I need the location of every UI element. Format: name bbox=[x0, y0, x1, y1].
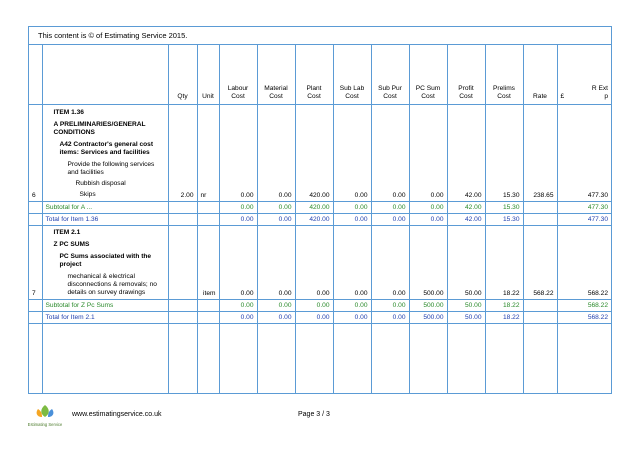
total-row bbox=[29, 214, 611, 226]
section-title: Z PC SUMS bbox=[53, 241, 90, 248]
estimate-table bbox=[29, 45, 611, 394]
cell-material: 0.00 bbox=[257, 214, 295, 226]
cell-subpur: 0.00 bbox=[371, 226, 409, 300]
copyright-notice: This content is © of Estimating Service 2015. bbox=[29, 27, 611, 45]
cell-sublab: 0.00 bbox=[333, 214, 371, 226]
header-pcsum: PC Sum Cost bbox=[409, 45, 447, 105]
subsection-title: PC Sums associated with the project bbox=[59, 253, 152, 268]
cell-rext: 477.30 bbox=[557, 105, 611, 202]
section-title: A PRELIMINARIES/GENERAL CONDITIONS bbox=[53, 121, 146, 136]
cell-profit: 42.00 bbox=[447, 105, 485, 202]
subtotal-row bbox=[29, 300, 611, 312]
header-profit: Profit Cost bbox=[447, 45, 485, 105]
header-prelims: Prelims Cost bbox=[485, 45, 523, 105]
cell-material: 0.00 bbox=[257, 226, 295, 300]
cell-subpur: 0.00 bbox=[371, 105, 409, 202]
cell-plant: 0.00 bbox=[295, 226, 333, 300]
item-line: mechanical & electrical disconnections & removals; no details on survey drawings bbox=[67, 273, 157, 296]
item-title: ITEM 2.1 bbox=[53, 229, 81, 236]
item-line: Skips bbox=[79, 191, 96, 198]
total-row bbox=[29, 312, 611, 324]
header-material: Material Cost bbox=[257, 45, 295, 105]
cell-subpur: 0.00 bbox=[371, 202, 409, 214]
cell-material: 0.00 bbox=[257, 300, 295, 312]
page-number: Page 3 / 3 bbox=[298, 411, 330, 418]
estimate-sheet bbox=[28, 26, 612, 394]
cell-material: 0.00 bbox=[257, 105, 295, 202]
cell-prelims: 15.30 bbox=[485, 202, 523, 214]
cell-plant: 420.00 bbox=[295, 105, 333, 202]
item-description bbox=[42, 226, 168, 300]
cell-plant: 420.00 bbox=[295, 214, 333, 226]
cell-labour: 0.00 bbox=[219, 300, 257, 312]
cell-labour: 0.00 bbox=[219, 312, 257, 324]
estimating-service-logo bbox=[28, 402, 62, 430]
cell-sublab: 0.00 bbox=[333, 226, 371, 300]
cell-profit: 50.00 bbox=[447, 226, 485, 300]
cell-labour: 0.00 bbox=[219, 214, 257, 226]
cell-pcsum: 500.00 bbox=[409, 226, 447, 300]
description-line: Provide the following services and facilities bbox=[67, 161, 155, 176]
item2-row bbox=[29, 226, 611, 300]
item-title: ITEM 1.36 bbox=[53, 109, 84, 116]
subtotal-row bbox=[29, 202, 611, 214]
total-label: Total for Item 1.36 bbox=[42, 214, 168, 226]
cell-pcsum: 0.00 bbox=[409, 105, 447, 202]
header-unit: Unit bbox=[197, 45, 219, 105]
header-qty: Qty bbox=[168, 45, 197, 105]
cell-prelims: 18.22 bbox=[485, 312, 523, 324]
subtotal-label: Subtotal for A ... bbox=[42, 202, 168, 214]
cell-subpur: 0.00 bbox=[371, 300, 409, 312]
cell-prelims: 18.22 bbox=[485, 226, 523, 300]
header-rext: R Ext £ p bbox=[557, 45, 611, 105]
header-rate: Rate bbox=[523, 45, 557, 105]
cell-material: 0.00 bbox=[257, 202, 295, 214]
cell-rext: 477.30 bbox=[557, 202, 611, 214]
item-description bbox=[42, 105, 168, 202]
item-number: 7 bbox=[32, 290, 36, 297]
cell-qty bbox=[168, 226, 197, 300]
subtotal-label: Subtotal for Z Pc Sums bbox=[42, 300, 168, 312]
header-labour: Labour Cost bbox=[219, 45, 257, 105]
cell-rext: 477.30 bbox=[557, 214, 611, 226]
item-number: 6 bbox=[32, 192, 36, 199]
cell-profit: 42.00 bbox=[447, 214, 485, 226]
cell-plant: 0.00 bbox=[295, 300, 333, 312]
header-subpur: Sub Pur Cost bbox=[371, 45, 409, 105]
cell-rext: 568.22 bbox=[557, 226, 611, 300]
cell-pcsum: 0.00 bbox=[409, 214, 447, 226]
cell-pcsum: 500.00 bbox=[409, 312, 447, 324]
cell-sublab: 0.00 bbox=[333, 300, 371, 312]
cell-prelims: 15.30 bbox=[485, 105, 523, 202]
header-row bbox=[29, 45, 611, 105]
cell-subpur: 0.00 bbox=[371, 214, 409, 226]
cell-unit: item bbox=[197, 226, 219, 300]
cell-qty: 2.00 bbox=[168, 105, 197, 202]
cell-labour: 0.00 bbox=[219, 226, 257, 300]
cell-profit: 50.00 bbox=[447, 312, 485, 324]
item1-row bbox=[29, 105, 611, 202]
cell-rext: 568.22 bbox=[557, 312, 611, 324]
total-label: Total for Item 2.1 bbox=[42, 312, 168, 324]
filler-row bbox=[29, 324, 611, 395]
header-sublab: Sub Lab Cost bbox=[333, 45, 371, 105]
page-footer bbox=[28, 402, 612, 432]
cell-profit: 42.00 bbox=[447, 202, 485, 214]
cell-rate: 568.22 bbox=[523, 226, 557, 300]
cell-prelims: 15.30 bbox=[485, 214, 523, 226]
description-line: Rubbish disposal bbox=[75, 180, 126, 187]
header-plant: Plant Cost bbox=[295, 45, 333, 105]
cell-labour: 0.00 bbox=[219, 105, 257, 202]
cell-unit: nr bbox=[197, 105, 219, 202]
cell-profit: 50.00 bbox=[447, 300, 485, 312]
subsection-title: A42 Contractor's general cost items: Services and facilities bbox=[59, 141, 154, 156]
cell-pcsum: 0.00 bbox=[409, 202, 447, 214]
cell-plant: 0.00 bbox=[295, 312, 333, 324]
cell-sublab: 0.00 bbox=[333, 312, 371, 324]
cell-plant: 420.00 bbox=[295, 202, 333, 214]
cell-rext: 568.22 bbox=[557, 300, 611, 312]
cell-sublab: 0.00 bbox=[333, 105, 371, 202]
cell-labour: 0.00 bbox=[219, 202, 257, 214]
cell-prelims: 18.22 bbox=[485, 300, 523, 312]
website-link[interactable]: www.estimatingservice.co.uk bbox=[72, 411, 162, 418]
svg-text:Estimating Service: Estimating Service bbox=[28, 422, 62, 427]
cell-subpur: 0.00 bbox=[371, 312, 409, 324]
cell-pcsum: 500.00 bbox=[409, 300, 447, 312]
cell-sublab: 0.00 bbox=[333, 202, 371, 214]
cell-rate: 238.65 bbox=[523, 105, 557, 202]
cell-material: 0.00 bbox=[257, 312, 295, 324]
